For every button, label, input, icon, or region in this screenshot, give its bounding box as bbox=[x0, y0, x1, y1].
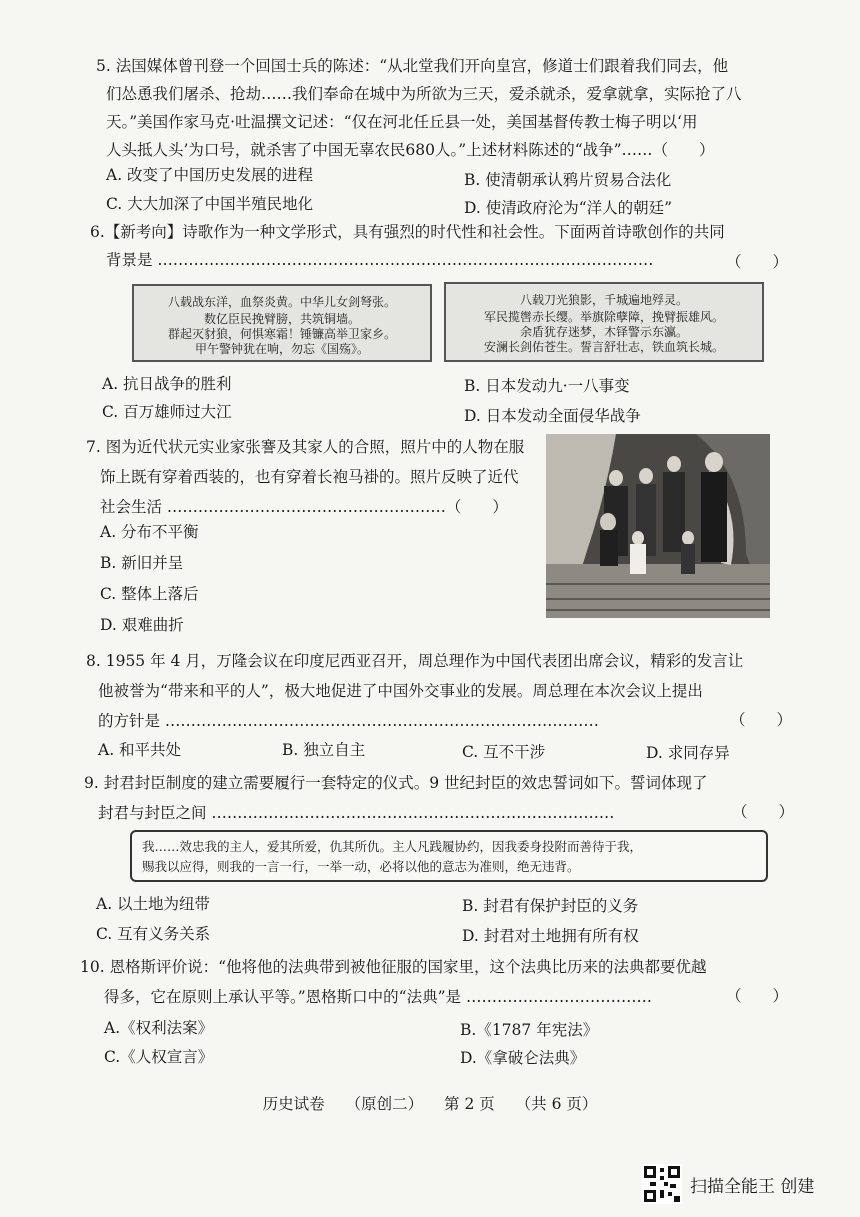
poem-line: 余盾犹存迷梦，木铎警示东瀛。 bbox=[519, 325, 688, 339]
option-c: C. 大大加深了中国半殖民地化 bbox=[106, 195, 314, 213]
option-c: C. 整体上落后 bbox=[100, 585, 199, 603]
footer-total: （共 6 页） bbox=[515, 1095, 598, 1113]
footer-page: 第 2 页 bbox=[444, 1095, 495, 1113]
question-line: 们怂恿我们屠杀、抢劫……我们奉命在城中为所欲为三天，爱杀就杀，爱拿就拿，实际抢了八 bbox=[106, 85, 742, 103]
option-a: A. 改变了中国历史发展的进程 bbox=[106, 166, 314, 184]
option-b: B. 使清朝承认鸦片贸易合法化 bbox=[464, 171, 672, 189]
answer-paren: （ ） bbox=[732, 803, 795, 821]
question-10 bbox=[80, 952, 707, 1012]
family-photo bbox=[546, 434, 770, 618]
page-footer bbox=[0, 1092, 860, 1114]
question-line: 8. 1955 年 4 月，万隆会议在印度尼西亚召开，周总理作为中国代表团出席会议，精彩的发言让 bbox=[86, 652, 744, 670]
option-a: A. 分布不平衡 bbox=[100, 523, 199, 541]
option-d: D. 封君对土地拥有所有权 bbox=[462, 927, 639, 945]
question-line: 他被誉为“带来和平的人”，极大地促进了中国外交事业的发展。周总理在本次会议上提出 bbox=[98, 682, 703, 700]
question-7 bbox=[86, 432, 524, 522]
answer-paren: （ ） bbox=[726, 987, 789, 1005]
question-line: 的方针是 ………………………………………………………………………… bbox=[98, 712, 599, 730]
question-line: 封君与封臣之间 …………………………………………………………………… bbox=[98, 804, 615, 822]
question-line: 天。”美国作家马克·吐温撰文记述：“仅在河北任丘县一处，美国基督传教士梅子明以‘用 bbox=[106, 113, 698, 131]
option-d: D. 艰难曲折 bbox=[100, 616, 184, 634]
answer-paren: （ ） bbox=[726, 253, 789, 271]
option-c: C. 互不干涉 bbox=[462, 743, 546, 761]
poem-line: 数亿臣民挽臂膀，共筑铜墙。 bbox=[203, 312, 360, 326]
option-b: B. 日本发动九·一八事变 bbox=[464, 377, 630, 395]
answer-paren: （ ） bbox=[730, 711, 793, 729]
question-line: 背景是 …………………………………………………………………………………… bbox=[106, 251, 654, 269]
option-d: D. 求同存异 bbox=[646, 744, 730, 762]
option-a: A. 和平共处 bbox=[98, 741, 182, 759]
option-a: A. 以土地为纽带 bbox=[96, 895, 211, 913]
oath-box bbox=[130, 830, 768, 882]
option-d: D. 使清政府沦为“洋人的朝廷” bbox=[464, 199, 673, 217]
poem-line: 八载战东洋，血祭炎黄。中华儿女剑弩张。 bbox=[167, 295, 396, 309]
footer-subject: 历史试卷 bbox=[262, 1095, 325, 1113]
question-5 bbox=[96, 52, 742, 164]
poem-line: 军民揽辔赤长缨。举旗除孽障，挽臂振雄风。 bbox=[483, 310, 724, 324]
question-line: 人头抵人头’为口号，就杀害了中国无辜农民680人。”上述材料陈述的“战争”……（ ） bbox=[106, 141, 715, 159]
poem-line: 八载刀光狼影，千城遍地殍灵。 bbox=[519, 293, 688, 307]
question-line: 得多，它在原则上承认平等。”恩格斯口中的“法典”是 ……………………………… bbox=[104, 988, 652, 1006]
option-a: A.《权利法案》 bbox=[104, 1019, 214, 1037]
question-8 bbox=[86, 646, 743, 736]
option-b: B. 独立自主 bbox=[282, 741, 366, 759]
poem-2 bbox=[444, 282, 764, 362]
poem-1 bbox=[132, 284, 432, 362]
qr-code-icon bbox=[642, 1164, 682, 1204]
question-line: 10. 恩格斯评价说：“他将他的法典带到被他征服的国家里，这个法典比历来的法典都要优越 bbox=[80, 958, 707, 976]
oath-line: 赐我以应得，则我的一言一行，一举一动，必将以他的意志为准则，绝无违背。 bbox=[142, 859, 580, 874]
option-c: C. 百万雄师过大江 bbox=[102, 403, 232, 421]
question-line: 社会生活 ………………………………………………（ ） bbox=[100, 498, 508, 516]
question-line: 饰上既有穿着西装的，也有穿着长袍马褂的。照片反映了近代 bbox=[100, 468, 519, 486]
option-b: B. 新旧并呈 bbox=[100, 554, 184, 572]
question-line: 9. 封君封臣制度的建立需要履行一套特定的仪式。9 世纪封臣的效忠誓词如下。誓词体现了 bbox=[84, 774, 708, 792]
footer-edition: （原创二） bbox=[345, 1095, 424, 1113]
oath-line: 我……效忠我的主人，爱其所爱，仇其所仇。主人凡践履协约，因我委身投附而善待于我， bbox=[142, 839, 643, 854]
option-b: B.《1787 年宪法》 bbox=[460, 1021, 599, 1039]
option-d: D. 日本发动全面侵华战争 bbox=[464, 407, 641, 425]
poem-line: 安澜长剑佑苍生。誓言舒壮志，铁血筑长城。 bbox=[483, 340, 724, 354]
option-d: D.《拿破仑法典》 bbox=[460, 1049, 586, 1067]
poem-line: 群起灭豺狼，何惧寒霜！锤镰高举卫家乡。 bbox=[167, 327, 396, 341]
option-a: A. 抗日战争的胜利 bbox=[102, 375, 232, 393]
question-6 bbox=[90, 218, 725, 274]
option-b: B. 封君有保护封臣的义务 bbox=[462, 897, 639, 915]
option-c: C. 互有义务关系 bbox=[96, 925, 211, 943]
poem-line: 甲午警钟犹在响，勿忘《国殇》。 bbox=[194, 342, 369, 356]
question-line: 5. 法国媒体曾刊登一个回国士兵的陈述：“从北堂我们开向皇宫，修道士们跟着我们同去，他 bbox=[96, 57, 729, 75]
question-line: 6.【新考向】诗歌作为一种文学形式，具有强烈的时代性和社会性。下面两首诗歌创作的共同 bbox=[90, 223, 725, 241]
question-line: 7. 图为近代状元实业家张謇及其家人的合照，照片中的人物在服 bbox=[86, 438, 525, 456]
question-9 bbox=[84, 768, 708, 828]
scanner-watermark: 扫描全能王 创建 bbox=[690, 1177, 815, 1197]
option-c: C.《人权宣言》 bbox=[104, 1048, 214, 1066]
